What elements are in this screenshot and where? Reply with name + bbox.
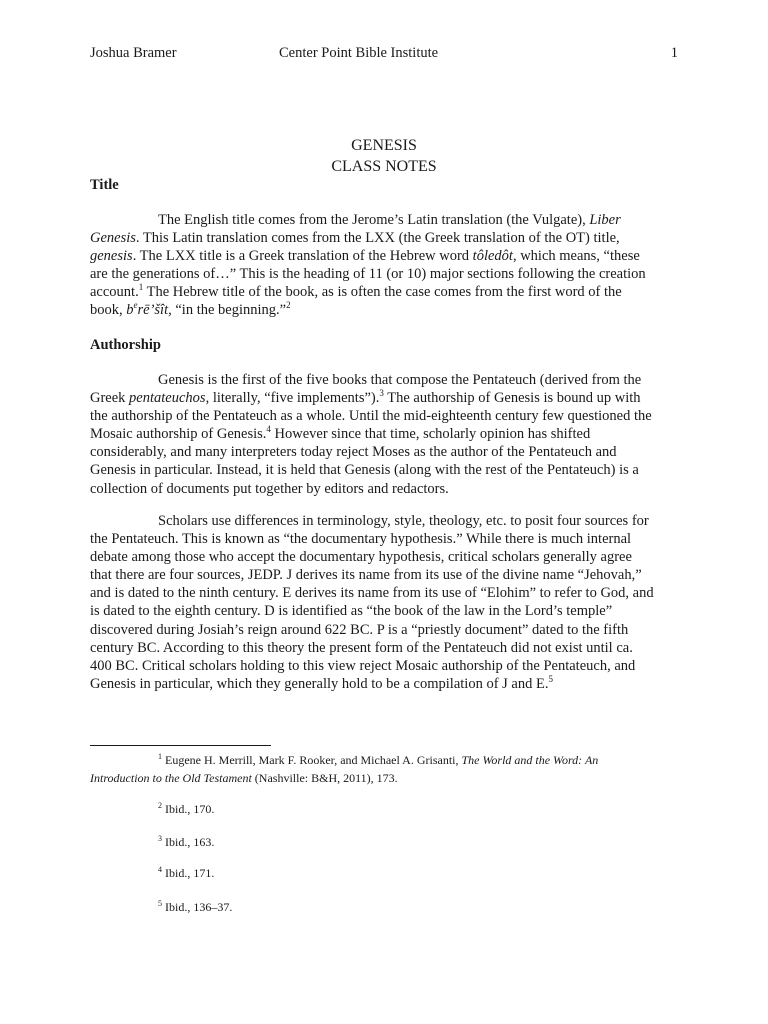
page-header <box>90 45 678 67</box>
italic-text: The World and the Word: An <box>461 753 599 767</box>
footnote-number: 3 <box>158 834 162 843</box>
paragraph-line: is dated to the eighth century. D is identified as “the book of the law in the Lord’s temple” <box>90 603 613 620</box>
footnote-1 <box>90 751 676 787</box>
italic-text: b <box>126 302 134 319</box>
footnote-ref-3[interactable]: 3 <box>379 388 384 399</box>
text-run: (Nashville: B&H, 2011), 173. <box>251 771 398 785</box>
paragraph-line: collection of documents put together by editors and redactors. <box>90 480 449 497</box>
footnote-5 <box>90 898 676 916</box>
text-run: Eugene H. Merrill, Mark F. Rooker, and Michael A. Grisanti, <box>162 753 462 767</box>
italic-text: tôledôt <box>472 248 513 265</box>
paragraph-line: Genesis is the first of the five books that compose the Pentateuch (derived from the <box>158 372 642 388</box>
footnote-ref-4[interactable]: 4 <box>266 424 271 435</box>
title-line-2: CLASS NOTES <box>331 158 437 175</box>
paragraph-line: Genesis in particular. Instead, it is held that Genesis (along with the rest of the Pentateuch) is a <box>90 462 639 479</box>
document-title <box>0 135 768 177</box>
paragraph-line <box>90 229 676 247</box>
text-run: . This Latin translation comes from the LXX (the Greek translation of the OT) title, <box>135 230 620 247</box>
paragraph-line: and is dated to the ninth century. E derives its name from its use of “Elohim” to refer to God, and <box>90 585 654 602</box>
paragraph-line <box>90 247 676 265</box>
footnote-number: 5 <box>158 899 162 908</box>
paragraph-line <box>90 283 676 301</box>
text-run: Greek <box>90 390 130 407</box>
footnote-line <box>90 800 676 818</box>
text-run: Ibid., 171. <box>162 866 215 880</box>
paragraph-line: that there are four sources, JEDP. J derives its name from its use of the divine name “Jehovah,” <box>90 567 642 584</box>
text-run: , literally, “five implements”). <box>205 390 380 407</box>
text-run: The Hebrew title of the book, as is often the case comes from the first word of the <box>143 284 622 301</box>
footnote-separator <box>90 745 271 746</box>
italic-text: rē’šît, <box>137 302 172 319</box>
text-run: However since that time, scholarly opinion has shifted <box>270 426 591 443</box>
footnote-ref-1[interactable]: 1 <box>138 282 144 293</box>
text-run: Ibid., 136–37. <box>162 900 233 914</box>
footnote-line <box>90 769 676 787</box>
paragraph-line: considerably, and many interpreters today reject Moses as the author of the Pentateuch and <box>90 444 617 461</box>
footnote-3 <box>90 833 676 851</box>
authorship-paragraph-1 <box>90 371 676 498</box>
footnote-line <box>90 864 676 882</box>
footnote-ref-2[interactable]: 2 <box>286 300 291 311</box>
text-run: . The LXX title is a Greek translation of the Hebrew word <box>132 248 473 265</box>
text-run: account. <box>90 284 139 301</box>
footnote-ref-5[interactable]: 5 <box>548 673 553 684</box>
header-page-number: 1 <box>670 45 678 61</box>
footnote-line <box>90 898 676 916</box>
paragraph-line: are the generations of…” This is the heading of 11 (or 10) major sections following the creation <box>90 266 646 283</box>
paragraph-line <box>90 211 676 229</box>
authorship-paragraph-2 <box>90 512 676 693</box>
paragraph-line: discovered during Josiah’s reign around 622 BC. P is a “priestly document” dated to the fifth <box>90 621 629 638</box>
text-run: , which means, “these <box>512 248 640 265</box>
footnote-number: 2 <box>158 801 162 810</box>
text-run: The authorship of Genesis is bound up with <box>383 390 641 407</box>
paragraph-line: Scholars use differences in terminology, style, theology, etc. to posit four sources for <box>158 513 649 529</box>
text-run: book, <box>90 302 127 319</box>
footnote-number: 4 <box>158 865 162 874</box>
footnote-line <box>90 833 676 851</box>
section-heading-authorship: Authorship <box>90 337 161 353</box>
footnote-2 <box>90 800 676 818</box>
italic-text: Liber <box>589 212 621 228</box>
paragraph-line: 400 BC. Critical scholars holding to this view reject Mosaic authorship of the Pentateuch, and <box>90 657 636 674</box>
paragraph-line: debate among those who accept the documentary hypothesis, critical scholars generally agree <box>90 549 632 566</box>
text-run: Mosaic authorship of Genesis. <box>90 426 267 443</box>
superscript-letter: e <box>133 300 138 311</box>
paragraph-line <box>90 389 676 407</box>
paragraph-line <box>90 301 676 319</box>
paragraph-line: the Pentateuch. This is known as “the documentary hypothesis.” While there is much internal <box>90 531 632 548</box>
title-paragraph <box>90 211 676 320</box>
text-run: The English title comes from the Jerome’s Latin translation (the Vulgate), <box>158 212 590 228</box>
paragraph-line <box>90 675 676 693</box>
title-line-1: GENESIS <box>351 137 417 154</box>
footnote-line <box>90 751 676 769</box>
italic-text: Introduction to the Old Testament <box>90 771 252 785</box>
italic-text: genesis <box>90 248 133 265</box>
text-run: Ibid., 163. <box>162 835 215 849</box>
paragraph-line <box>90 425 676 443</box>
italic-text: pentateuchos <box>129 390 206 407</box>
text-run: Ibid., 170. <box>162 802 215 816</box>
italic-text: Genesis <box>90 230 136 247</box>
header-institution: Center Point Bible Institute <box>279 45 439 61</box>
header-author: Joshua Bramer <box>90 45 177 61</box>
footnote-number: 1 <box>158 752 162 761</box>
text-run: Genesis in particular, which they generally hold to be a compilation of J and E. <box>90 675 549 692</box>
paragraph-line: century BC. According to this theory the present form of the Pentateuch did not exist until ca. <box>90 639 633 656</box>
paragraph-line: the authorship of the Pentateuch as a whole. Until the mid-eighteenth century few questioned the <box>90 408 652 425</box>
footnote-4 <box>90 864 676 882</box>
section-heading-title: Title <box>90 177 119 193</box>
text-run: “in the beginning.” <box>171 302 287 319</box>
